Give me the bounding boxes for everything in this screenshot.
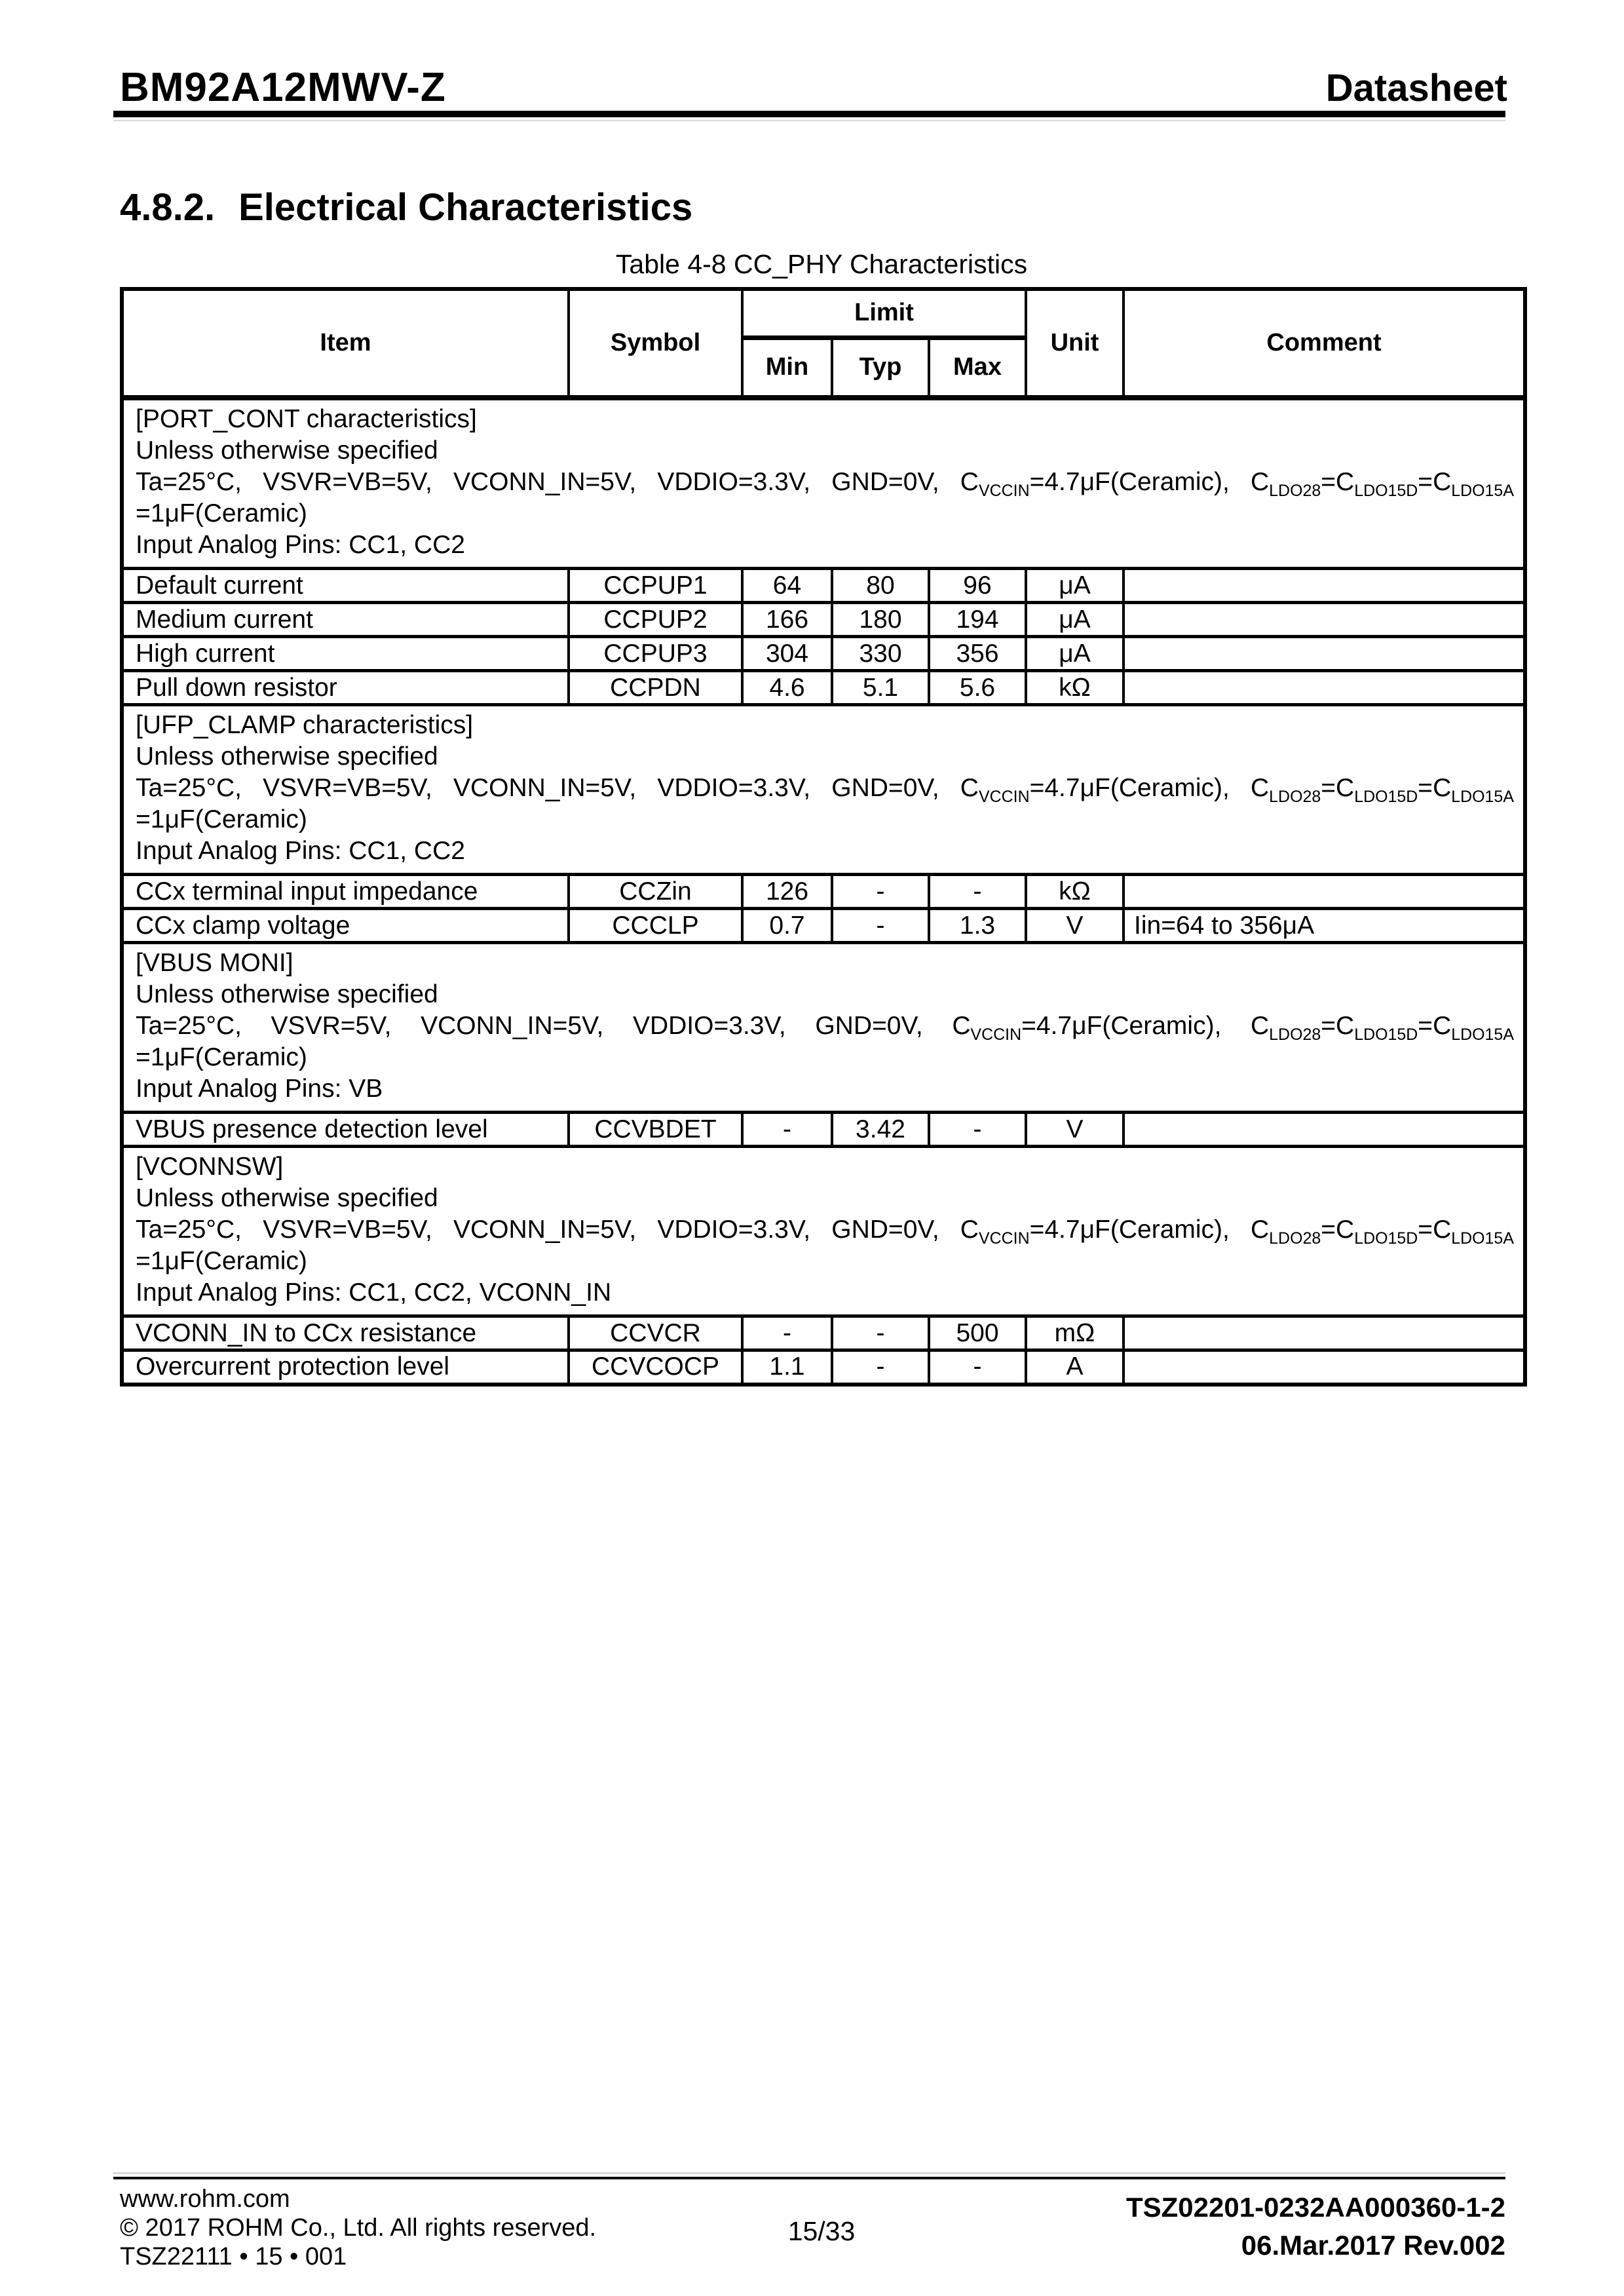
section-condition-cell — [122, 1147, 1525, 1316]
header-cell-typ: Typ — [832, 337, 929, 398]
typ-cell: 3.42 — [832, 1113, 929, 1147]
condition-line — [136, 1214, 1515, 1246]
symbol-cell: CCVCOCP — [569, 1350, 742, 1385]
table-row — [122, 1113, 1525, 1147]
condition-line: =1μF(Ceramic) — [136, 805, 307, 833]
footer-rule — [113, 2177, 1505, 2179]
unit-cell: kΩ — [1026, 671, 1124, 705]
symbol-cell: CCVCR — [569, 1316, 742, 1350]
typ-cell: - — [832, 875, 929, 909]
condition-segment: VDDIO=3.3V, — [657, 468, 811, 496]
section-condition-cell — [122, 943, 1525, 1113]
footer-page-number: 15/33 — [787, 2216, 856, 2246]
header-cell-symbol: Symbol — [569, 289, 742, 398]
symbol-cell: CCZin — [569, 875, 742, 909]
comment-cell — [1124, 1350, 1525, 1385]
section-number: 4.8.2. — [120, 186, 216, 229]
condition-segment: Ta=25°C, — [136, 468, 242, 496]
header-rule — [113, 111, 1505, 117]
condition-segment: VCONN_IN=5V, — [421, 1012, 604, 1040]
section-condition-row — [122, 943, 1525, 1113]
comment-cell — [1124, 637, 1525, 671]
table-title: Table 4-8 CC_PHY Characteristics — [615, 249, 1028, 279]
min-cell: 1.1 — [742, 1350, 832, 1385]
item-cell: Overcurrent protection level — [122, 1350, 569, 1385]
min-cell: 0.7 — [742, 909, 832, 943]
condition-segment: VDDIO=3.3V, — [657, 1215, 811, 1244]
condition-line: Unless otherwise specified — [136, 742, 438, 771]
header-cell-unit: Unit — [1026, 289, 1124, 398]
condition-segment: GND=0V, — [831, 1215, 939, 1244]
condition-segment: $C_{VCCIN}=4.7\mu F(Ceramic)$, — [960, 774, 1230, 806]
condition-line: [VCONNSW] — [136, 1153, 284, 1181]
header-cell-limit: Limit — [742, 289, 1026, 337]
condition-segment: VCONN_IN=5V, — [453, 1215, 637, 1244]
symbol-cell: CCPUP3 — [569, 637, 742, 671]
condition-segment: $C_{VCCIN}=4.7\mu F(Ceramic)$, — [960, 1215, 1230, 1248]
max-cell: 1.3 — [929, 909, 1026, 943]
condition-segment: VSVR=5V, — [271, 1012, 392, 1040]
header-cell-comment: Comment — [1124, 289, 1525, 398]
unit-cell: V — [1026, 909, 1124, 943]
item-cell: CCx terminal input impedance — [122, 875, 569, 909]
page-header — [120, 64, 1507, 111]
condition-segment: VSVR=VB=5V, — [263, 1215, 432, 1244]
condition-segment: Ta=25°C, — [136, 1012, 242, 1040]
condition-segment: $C_{LDO28}=C_{LDO15D}=C_{LDO15A}$ — [1251, 774, 1514, 806]
unit-cell: kΩ — [1026, 875, 1124, 909]
item-cell: Medium current — [122, 603, 569, 637]
max-cell: - — [929, 1350, 1026, 1385]
doc-type-label: Datasheet — [1325, 67, 1507, 109]
condition-line — [136, 1010, 1515, 1042]
comment-cell — [1124, 671, 1525, 705]
section-condition-row — [122, 1147, 1525, 1316]
footer-revision: 06.Mar.2017 Rev.002 — [1241, 2230, 1505, 2261]
min-cell: 4.6 — [742, 671, 832, 705]
unit-cell: μA — [1026, 603, 1124, 637]
condition-line — [136, 773, 1515, 804]
section-heading — [120, 185, 692, 229]
condition-segment: GND=0V, — [831, 468, 939, 496]
max-cell: 194 — [929, 603, 1026, 637]
max-cell: 500 — [929, 1316, 1026, 1350]
min-cell: 64 — [742, 569, 832, 603]
symbol-cell: CCPUP1 — [569, 569, 742, 603]
table-row — [122, 603, 1525, 637]
unit-cell: μA — [1026, 637, 1124, 671]
condition-line: [PORT_CONT characteristics] — [136, 405, 477, 433]
footer-right-block — [1126, 2189, 1505, 2265]
condition-segment: Ta=25°C, — [136, 774, 242, 802]
unit-cell: V — [1026, 1113, 1124, 1147]
section-condition-cell — [122, 398, 1525, 569]
symbol-cell: CCVBDET — [569, 1113, 742, 1147]
typ-cell: 5.1 — [832, 671, 929, 705]
section-condition-cell — [122, 705, 1525, 875]
section-condition-row — [122, 398, 1525, 569]
max-cell: - — [929, 1113, 1026, 1147]
condition-segment: $C_{LDO28}=C_{LDO15D}=C_{LDO15A}$ — [1251, 1012, 1514, 1044]
table-row — [122, 569, 1525, 603]
condition-line: Unless otherwise specified — [136, 1184, 438, 1212]
min-cell: - — [742, 1113, 832, 1147]
item-cell: CCx clamp voltage — [122, 909, 569, 943]
header-cell-item: Item — [122, 289, 569, 398]
condition-segment: VSVR=VB=5V, — [263, 468, 432, 496]
item-cell: Pull down resistor — [122, 671, 569, 705]
symbol-cell: CCPUP2 — [569, 603, 742, 637]
max-cell: - — [929, 875, 1026, 909]
condition-line: [VBUS MONI] — [136, 949, 293, 977]
item-cell: Default current — [122, 569, 569, 603]
comment-cell: Iin=64 to 356μA — [1124, 909, 1525, 943]
condition-segment: VCONN_IN=5V, — [453, 468, 637, 496]
comment-cell — [1124, 875, 1525, 909]
condition-segment: VDDIO=3.3V, — [657, 774, 811, 802]
table-row — [122, 671, 1525, 705]
condition-segment: $C_{VCCIN}=4.7\mu F(Ceramic)$, — [960, 468, 1230, 500]
max-cell: 5.6 — [929, 671, 1026, 705]
typ-cell: - — [832, 1350, 929, 1385]
header-cell-max: Max — [929, 337, 1026, 398]
max-cell: 96 — [929, 569, 1026, 603]
condition-line: Input Analog Pins: CC1, CC2 — [136, 837, 465, 865]
section-title: Electrical Characteristics — [238, 186, 693, 229]
condition-segment: VCONN_IN=5V, — [453, 774, 637, 802]
footer-copyright: © 2017 ROHM Co., Ltd. All rights reserved. — [120, 2214, 597, 2242]
unit-cell: mΩ — [1026, 1316, 1124, 1350]
condition-segment: VSVR=VB=5V, — [263, 774, 432, 802]
condition-segment: $C_{LDO28}=C_{LDO15D}=C_{LDO15A}$ — [1251, 1215, 1514, 1248]
typ-cell: 330 — [832, 637, 929, 671]
table-row — [122, 1316, 1525, 1350]
product-title: BM92A12MWV-Z — [120, 65, 446, 110]
condition-line: Input Analog Pins: CC1, CC2, VCONN_IN — [136, 1278, 612, 1307]
unit-cell: μA — [1026, 569, 1124, 603]
condition-line: =1μF(Ceramic) — [136, 1247, 307, 1275]
typ-cell: - — [832, 909, 929, 943]
table-body — [122, 398, 1525, 1385]
unit-cell: A — [1026, 1350, 1124, 1385]
footer-doc-code: TSZ22111 • 15 • 001 — [120, 2243, 347, 2270]
header-cell-min: Min — [742, 337, 832, 398]
table-row — [122, 909, 1525, 943]
condition-line: Unless otherwise specified — [136, 436, 438, 465]
max-cell: 356 — [929, 637, 1026, 671]
condition-segment: Ta=25°C, — [136, 1215, 242, 1244]
comment-cell — [1124, 569, 1525, 603]
table-row — [122, 1350, 1525, 1385]
symbol-cell: CCPDN — [569, 671, 742, 705]
typ-cell: 80 — [832, 569, 929, 603]
condition-line: Input Analog Pins: CC1, CC2 — [136, 531, 465, 559]
footer-doc-number: TSZ02201-0232AA000360-1-2 — [1125, 2192, 1505, 2223]
item-cell: VCONN_IN to CCx resistance — [122, 1316, 569, 1350]
condition-line: [UFP_CLAMP characteristics] — [136, 711, 474, 739]
condition-segment: VDDIO=3.3V, — [632, 1012, 786, 1040]
condition-line: =1μF(Ceramic) — [136, 499, 307, 527]
typ-cell: - — [832, 1316, 929, 1350]
min-cell: 304 — [742, 637, 832, 671]
min-cell: - — [742, 1316, 832, 1350]
header-rule-shadow — [113, 120, 1505, 121]
condition-line: Input Analog Pins: VB — [136, 1075, 383, 1103]
table-row — [122, 875, 1525, 909]
item-cell: VBUS presence detection level — [122, 1113, 569, 1147]
comment-cell — [1124, 1113, 1525, 1147]
item-cell: High current — [122, 637, 569, 671]
typ-cell: 180 — [832, 603, 929, 637]
min-cell: 126 — [742, 875, 832, 909]
comment-cell — [1124, 603, 1525, 637]
condition-line: =1μF(Ceramic) — [136, 1043, 307, 1071]
comment-cell — [1124, 1316, 1525, 1350]
min-cell: 166 — [742, 603, 832, 637]
condition-segment: GND=0V, — [831, 774, 939, 802]
symbol-cell: CCCLP — [569, 909, 742, 943]
condition-segment: $C_{VCCIN}=4.7\mu F(Ceramic)$, — [952, 1012, 1222, 1044]
table-row — [122, 637, 1525, 671]
footer-website: www.rohm.com — [120, 2185, 290, 2213]
footer-rule-shadow — [113, 2172, 1505, 2174]
condition-line — [136, 467, 1515, 498]
condition-segment: $C_{LDO28}=C_{LDO15D}=C_{LDO15A}$ — [1251, 468, 1514, 500]
section-condition-row — [122, 705, 1525, 875]
condition-segment: GND=0V, — [815, 1012, 923, 1040]
cc-phy-characteristics-table — [120, 287, 1527, 1387]
condition-line: Unless otherwise specified — [136, 980, 438, 1008]
